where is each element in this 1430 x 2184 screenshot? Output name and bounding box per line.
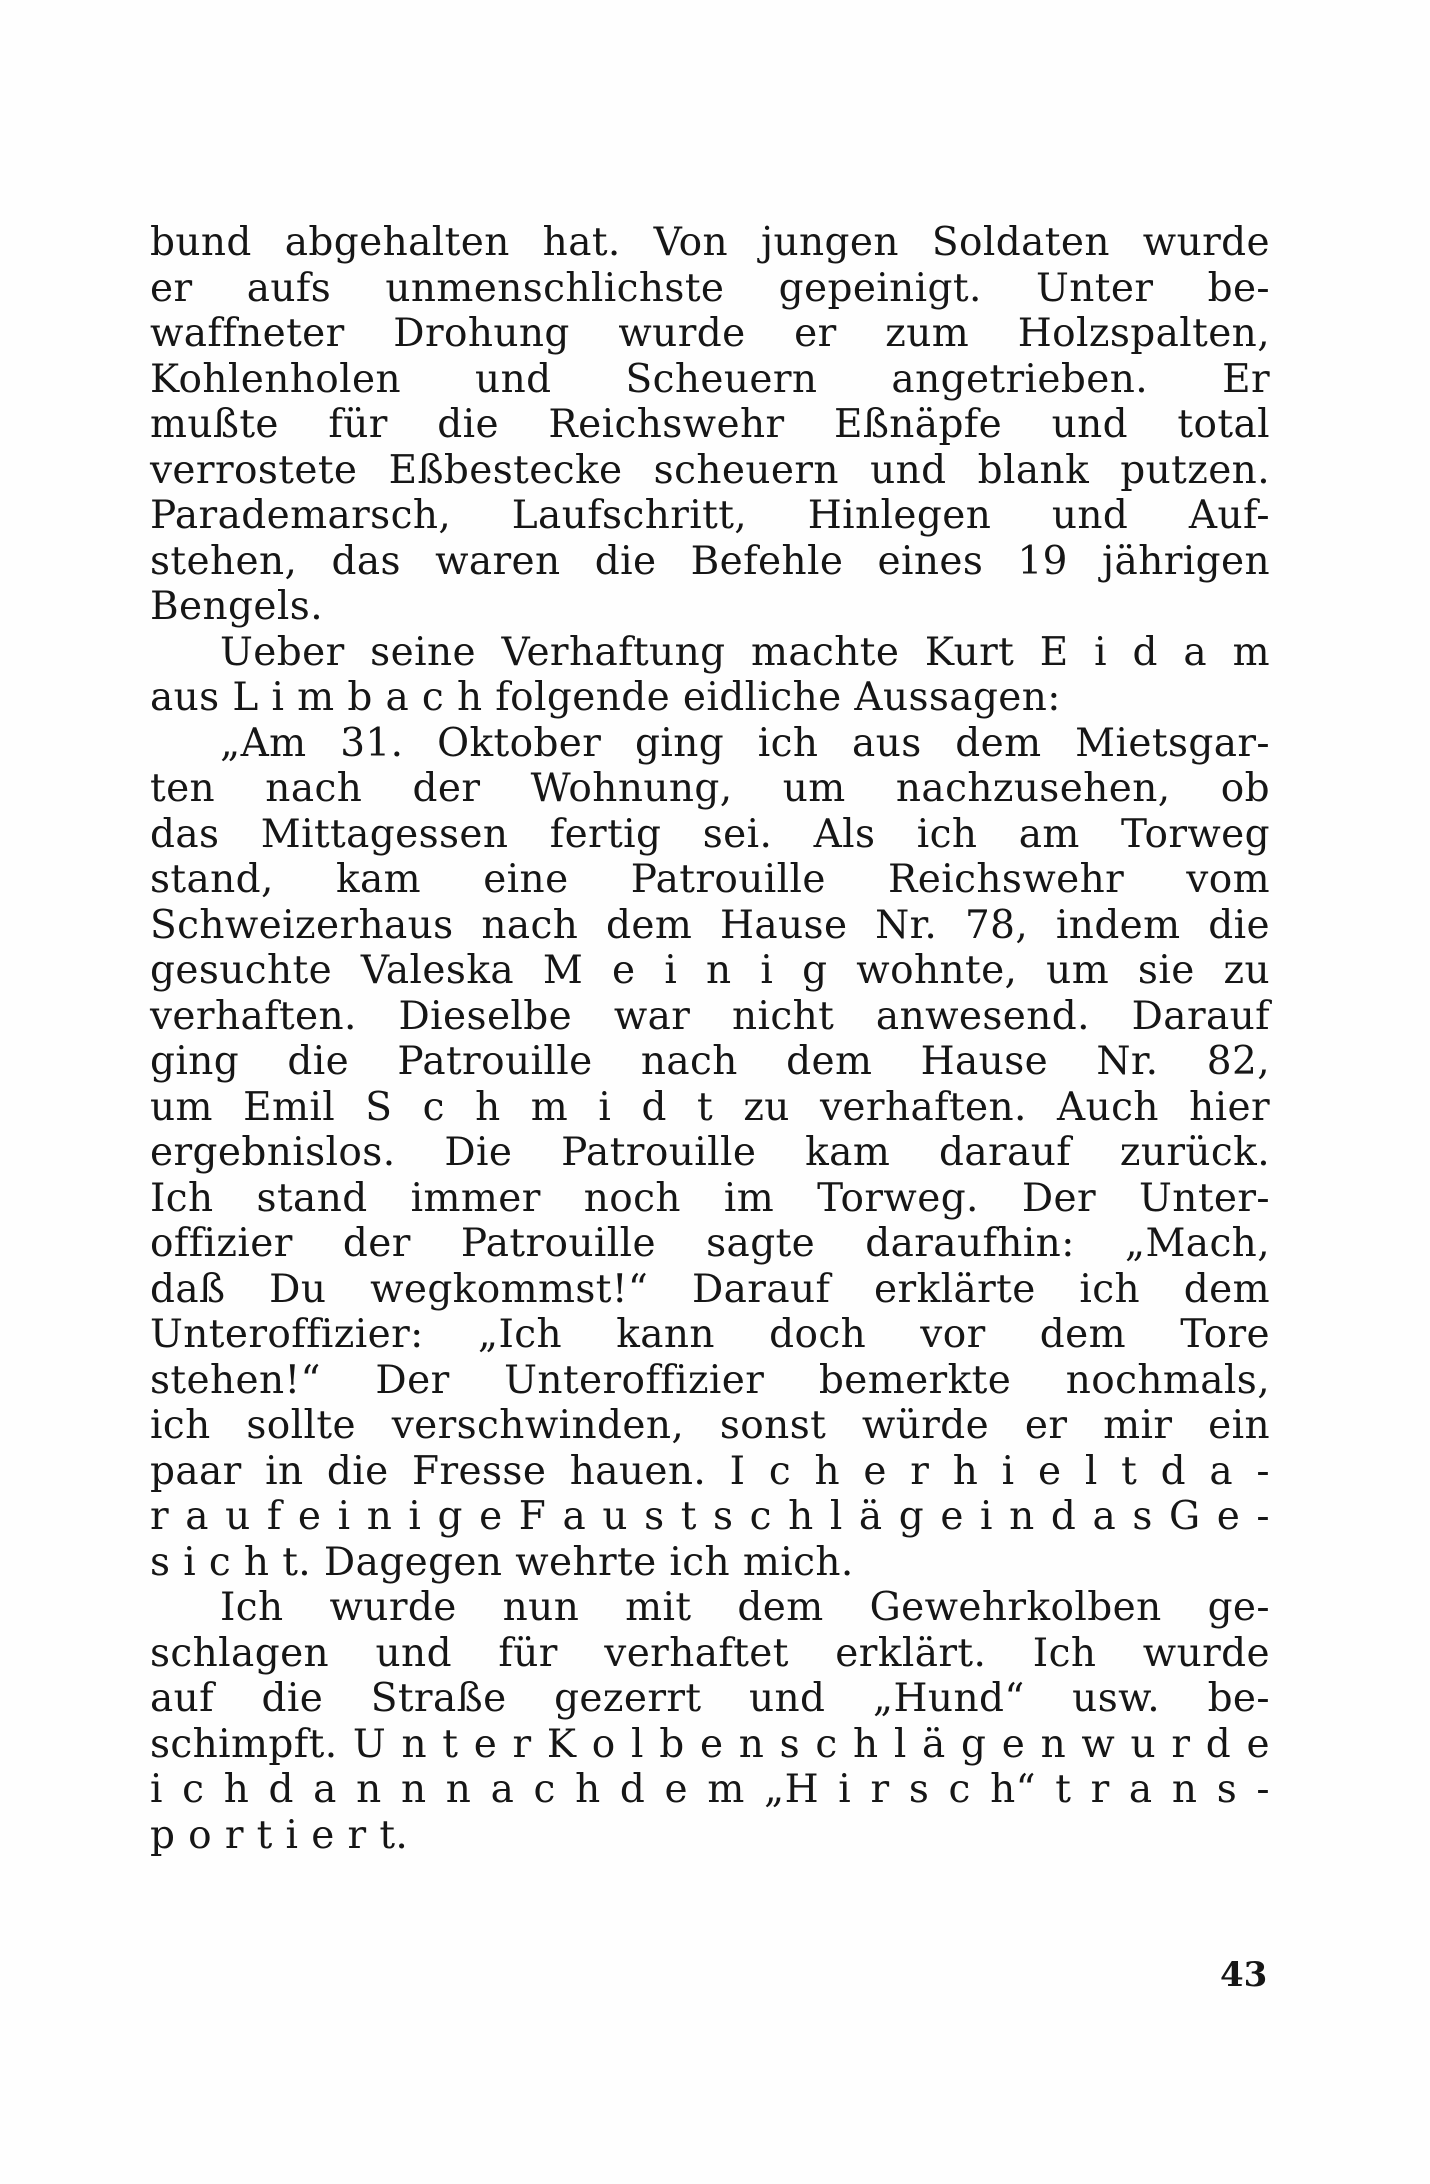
body-text [150,220,1270,1858]
text-line: Kohlenholen und Scheuern angetrieben. Er [150,356,1270,402]
text-line: schlagen und für verhaftet erklärt. Ich wurde [150,1630,1270,1676]
text-line: Parademarsch, Laufschritt, Hinlegen und Auf- [150,493,1270,538]
text-line: verhaften. Dieselbe war nicht anwesend. Darauf [150,993,1270,1039]
text-line: s i c h t. Dagegen wehrte ich mich. [150,1539,854,1585]
text-line: schimpft. U n t e r K o l b e n s c h l ä g e n w u r d e [150,1721,1270,1767]
text-line: p o r t i e r t. [150,1812,409,1858]
text-line: ergebnislos. Die Patrouille kam darauf zurück. [150,1130,1270,1175]
text-line: r a u f e i n i g e F a u s t s c h l ä g e i n d a s G e - [150,1494,1270,1539]
text-line: gesuchte Valeska M e i n i g wohnte, um sie zu [150,948,1270,993]
text-line: stehen!“ Der Unteroffizier bemerkte nochmals, [150,1357,1270,1403]
text-line: Unteroffizier: „Ich kann doch vor dem Tore [150,1312,1270,1357]
text-line: mußte für die Reichswehr Eßnäpfe und total [150,402,1270,447]
text-line: Bengels. [150,584,323,629]
text-line: ten nach der Wohnung, um nachzusehen, ob [150,766,1270,811]
text-line: „Am 31. Oktober ging ich aus dem Mietsgar- [220,720,1270,766]
text-line: Schweizerhaus nach dem Hause Nr. 78, indem die [150,902,1270,948]
text-line: bund abgehalten hat. Von jungen Soldaten wurde [150,220,1270,265]
text-line: ging die Patrouille nach dem Hause Nr. 82, [150,1039,1270,1084]
text-line: das Mittagessen fertig sei. Als ich am Torweg [150,811,1270,857]
text-line: Ich wurde nun mit dem Gewehrkolben ge- [220,1585,1270,1630]
text-line: auf die Straße gezerrt und „Hund“ usw. be- [150,1676,1270,1721]
text-line: daß Du wegkommst!“ Darauf erklärte ich dem [150,1266,1270,1312]
text-line: er aufs unmenschlichste gepeinigt. Unter be- [150,265,1270,311]
text-line: verrostete Eßbestecke scheuern und blank putzen. [150,447,1270,493]
text-line: stehen, das waren die Befehle eines 19 jährigen [150,538,1270,584]
text-line: offizier der Patrouille sagte daraufhin: „Mach, [150,1221,1270,1266]
text-line: stand, kam eine Patrouille Reichswehr vom [150,857,1270,902]
text-line: i c h d a n n n a c h d e m „H i r s c h“ t r a n s - [150,1767,1270,1812]
text-line: Ich stand immer noch im Torweg. Der Unter- [150,1175,1270,1221]
text-line: um Emil S c h m i d t zu verhaften. Auch hier [150,1084,1270,1130]
text-line: waffneter Drohung wurde er zum Holzspalten, [150,311,1270,356]
text-line: paar in die Fresse hauen. I c h e r h i e l t d a - [150,1448,1270,1494]
page-number: 43 [1220,1955,1268,1995]
text-line: Ueber seine Verhaftung machte Kurt E i d a m [220,629,1270,675]
text-line: aus L i m b a c h folgende eidliche Aussagen: [150,675,1061,720]
text-line: ich sollte verschwinden, sonst würde er mir ein [150,1403,1270,1448]
